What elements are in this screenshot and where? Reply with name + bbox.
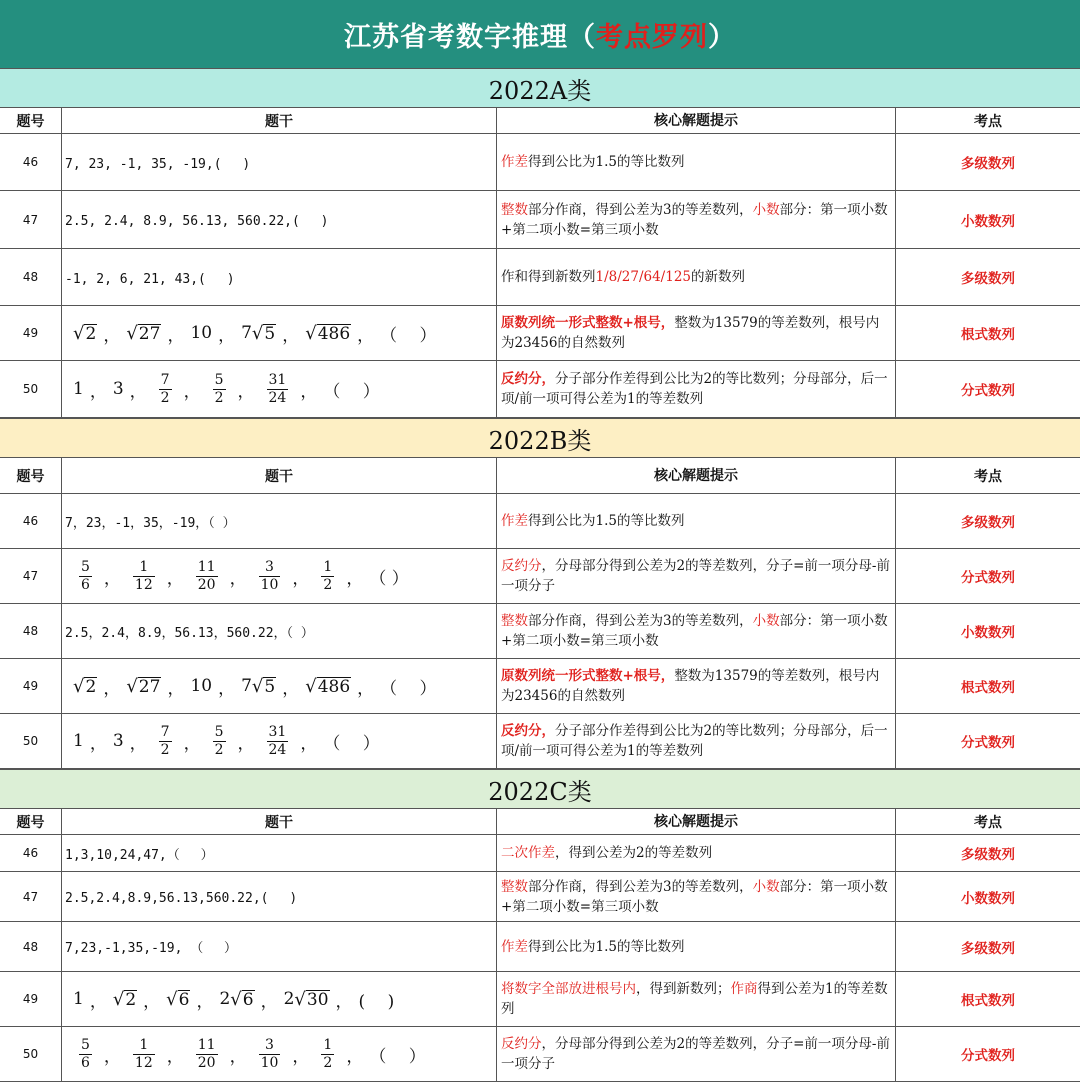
fraction-denominator: 20 <box>197 576 216 593</box>
separator: ， <box>335 991 353 1012</box>
header-stem: 题干 <box>62 809 497 834</box>
fraction-numerator: 31 <box>268 371 287 388</box>
exam-point: 多级数列 <box>961 515 1015 531</box>
radical <box>305 323 351 344</box>
header-hint: 核心解题提示 <box>497 458 896 493</box>
solution-hint <box>497 714 896 768</box>
hint-segment: 部分作商，得到公差为3的等差数列， <box>528 878 753 895</box>
hint-highlight: 小数 <box>752 878 780 895</box>
question-stem: -1, 2, 6, 21, 43,( ) <box>62 249 497 305</box>
table-row <box>0 659 1080 714</box>
hint-highlight: 整数 <box>501 201 528 218</box>
exam-point: 小数数列 <box>961 890 1015 907</box>
fraction <box>267 725 289 758</box>
hint-text <box>501 267 745 287</box>
separator: ， <box>129 381 147 402</box>
exam-point: 分式数列 <box>961 383 1015 399</box>
separator: ， <box>292 568 310 589</box>
separator: ， <box>237 381 255 402</box>
header-hint: 核心解题提示 <box>497 108 896 133</box>
hint-text <box>501 937 684 957</box>
question-stem: 7，23，-1，35，-19，（ ） <box>62 494 497 548</box>
radicand: 30 <box>306 989 329 1010</box>
fraction-denominator: 10 <box>260 1054 279 1071</box>
separator: ， <box>103 678 121 699</box>
solution-hint <box>497 134 896 190</box>
exam-point: 小数数列 <box>961 213 1015 230</box>
fraction-numerator: 1 <box>323 558 333 575</box>
hint-segment: 整数为13579的等差数列，根号内为23456的自然数列 <box>501 315 880 351</box>
stem-math <box>73 987 394 1012</box>
fraction <box>213 373 226 406</box>
hint-text <box>501 611 891 651</box>
radical <box>73 323 97 344</box>
radicand: 6 <box>242 989 254 1010</box>
radical <box>73 676 97 697</box>
sqrt-icon: √ <box>305 322 317 344</box>
hint-highlight: 作商 <box>730 981 758 997</box>
hint-text <box>501 313 891 353</box>
hint-segment: ，分母部分得到公差为2的等差数列，分子=前一项分母-前一项分子 <box>501 558 890 594</box>
math-term: 3 <box>112 379 124 399</box>
fraction-denominator: 2 <box>214 389 224 406</box>
radical-coefficient: 7 <box>241 675 252 696</box>
exam-point: 分式数列 <box>961 735 1015 751</box>
hint-segment: 整数为13579的等差数列，根号内为23456的自然数列 <box>501 668 880 704</box>
separator: ， <box>143 991 161 1012</box>
question-stem <box>62 1027 497 1081</box>
question-stem: 2.5,2.4,8.9,56.13,560.22,( ) <box>62 872 497 921</box>
solution-hint <box>497 922 896 971</box>
header-point: 考点 <box>974 814 1002 831</box>
exam-point: 分式数列 <box>961 1048 1015 1064</box>
question-number: 48 <box>0 922 62 971</box>
question-stem <box>62 714 497 768</box>
question-stem <box>62 659 497 713</box>
fraction-numerator: 5 <box>81 558 90 575</box>
question-number: 50 <box>0 1027 62 1081</box>
table-row <box>0 191 1080 249</box>
section-title: 2022B类 <box>0 418 1080 458</box>
fraction-numerator: 3 <box>265 1036 274 1053</box>
hint-segment: ，得到公差为2的等差数列 <box>555 845 713 861</box>
question-number: 47 <box>0 191 62 248</box>
hint-highlight: 作差 <box>501 938 528 955</box>
hint-highlight: 原数列统一形式整数+根号， <box>501 668 675 684</box>
question-stem: 2.5, 2.4, 8.9, 56.13, 560.22,( ) <box>62 191 497 248</box>
math-term: （ ） <box>323 381 380 402</box>
fraction-denominator: 2 <box>160 741 170 758</box>
question-stem <box>62 549 497 603</box>
table-header <box>0 108 1080 134</box>
fraction-denominator: 6 <box>81 1054 90 1071</box>
table-row <box>0 872 1080 922</box>
radicand: 27 <box>138 676 161 697</box>
table-row <box>0 835 1080 872</box>
header-num: 题号 <box>0 809 62 834</box>
radicand: 486 <box>317 676 351 697</box>
fraction <box>79 1038 92 1071</box>
separator: ， <box>282 678 300 699</box>
fraction-numerator: 5 <box>214 723 224 740</box>
fraction-numerator: 1 <box>139 558 149 575</box>
hint-highlight: 整数 <box>501 878 528 895</box>
stem-math <box>73 725 380 758</box>
radical <box>219 989 254 1010</box>
table-row <box>0 972 1080 1027</box>
table-row <box>0 922 1080 972</box>
radicand: 486 <box>317 323 351 344</box>
hint-segment: 部分作商，得到公差为3的等差数列， <box>528 201 753 218</box>
separator: ， <box>89 991 107 1012</box>
exam-point: 根式数列 <box>961 327 1015 343</box>
hint-text <box>501 721 891 761</box>
solution-hint <box>497 835 896 871</box>
separator: ， <box>292 1046 310 1067</box>
radical-coefficient: 7 <box>241 322 252 343</box>
radical <box>113 989 137 1010</box>
math-term: 1 <box>73 731 84 751</box>
stem-math <box>73 1038 426 1071</box>
question-number: 46 <box>0 835 62 871</box>
separator: ， <box>103 568 121 589</box>
table-row <box>0 549 1080 604</box>
radicand: 5 <box>264 676 276 697</box>
solution-hint <box>497 361 896 417</box>
solution-hint <box>497 604 896 658</box>
title-close: ） <box>708 21 736 53</box>
separator: ， <box>357 325 375 346</box>
table-row <box>0 361 1080 418</box>
table-row <box>0 494 1080 549</box>
separator: ， <box>237 733 255 754</box>
hint-text <box>501 877 891 917</box>
separator: ， <box>89 381 107 402</box>
hint-segment: 部分：第一项小数+第二项小数=第三项小数 <box>501 613 888 649</box>
fraction <box>213 725 226 758</box>
separator: ， <box>196 991 214 1012</box>
hint-text <box>501 152 684 172</box>
separator: ， <box>183 381 201 402</box>
math-term: （ ） <box>380 325 437 346</box>
radical <box>305 676 351 697</box>
table-header <box>0 458 1080 494</box>
separator: ， <box>218 678 236 699</box>
fraction-denominator: 6 <box>81 576 90 593</box>
radicand: 27 <box>138 323 161 344</box>
hint-segment: 作和得到新数列 <box>501 269 596 285</box>
hint-segment: 得到公比为1.5的等比数列 <box>528 154 685 170</box>
hint-segment: ，分母部分得到公差为2的等差数列，分子=前一项分母-前一项分子 <box>501 1036 890 1072</box>
fraction-numerator: 1 <box>323 1036 333 1053</box>
separator: ， <box>167 325 185 346</box>
radical <box>126 323 161 344</box>
solution-hint <box>497 306 896 360</box>
separator: ， <box>166 1046 184 1067</box>
radical <box>284 989 330 1010</box>
separator: ， <box>346 1046 364 1067</box>
question-stem <box>62 361 497 417</box>
hint-text <box>501 1034 891 1074</box>
question-number: 46 <box>0 134 62 190</box>
sqrt-icon: √ <box>126 322 138 344</box>
solution-hint <box>497 972 896 1026</box>
question-number: 47 <box>0 872 62 921</box>
exam-point: 多级数列 <box>961 271 1015 287</box>
table-header <box>0 809 1080 835</box>
fraction-numerator: 11 <box>197 558 216 575</box>
fraction-numerator: 7 <box>160 371 170 388</box>
question-number: 49 <box>0 972 62 1026</box>
radicand: 2 <box>125 989 137 1010</box>
separator: ， <box>103 325 121 346</box>
radical <box>241 676 276 697</box>
fraction <box>267 373 289 406</box>
question-number: 50 <box>0 714 62 768</box>
question-stem: 1,3,10,24,47,（ ） <box>62 835 497 871</box>
hint-highlight: 将数字全部放进根号内 <box>501 981 636 997</box>
fraction <box>259 560 281 593</box>
exam-point: 多级数列 <box>961 156 1015 172</box>
table-row <box>0 1027 1080 1082</box>
math-term: 10 <box>190 323 213 343</box>
fraction-denominator: 12 <box>134 576 153 593</box>
radical-coefficient: 2 <box>219 988 231 1009</box>
fraction-numerator: 7 <box>160 723 170 740</box>
separator: ， <box>260 991 278 1012</box>
radical <box>126 676 161 697</box>
stem-math <box>73 674 437 699</box>
hint-segment: 得到公比为1.5的等比数列 <box>528 938 685 955</box>
sqrt-icon: √ <box>305 675 317 697</box>
hint-highlight: 小数 <box>752 201 780 218</box>
exam-point: 根式数列 <box>961 993 1015 1009</box>
separator: ， <box>166 568 184 589</box>
separator: ， <box>346 568 364 589</box>
header-num: 题号 <box>0 458 62 493</box>
fraction <box>259 1038 281 1071</box>
fraction-numerator: 1 <box>139 1036 149 1053</box>
hint-segment: ，得到新数列； <box>636 981 731 997</box>
fraction <box>159 725 172 758</box>
title-main: 江苏省考数字推理（ <box>344 21 596 53</box>
hint-text <box>501 666 891 706</box>
hint-highlight: 小数 <box>752 613 780 629</box>
fraction-denominator: 24 <box>268 389 287 406</box>
fraction-denominator: 20 <box>197 1054 216 1071</box>
fraction-numerator: 31 <box>268 723 287 740</box>
question-number: 48 <box>0 604 62 658</box>
table-row <box>0 306 1080 361</box>
fraction <box>159 373 172 406</box>
question-stem: 2.5，2.4，8.9，56.13，560.22，（ ） <box>62 604 497 658</box>
hint-highlight: 反约分， <box>501 371 555 387</box>
exam-point: 小数数列 <box>961 625 1015 641</box>
math-term: 1 <box>73 379 84 399</box>
fraction-denominator: 2 <box>323 1054 333 1071</box>
header-stem: 题干 <box>62 458 497 493</box>
sqrt-icon: √ <box>73 322 85 344</box>
sqrt-icon: √ <box>251 322 264 344</box>
hint-segment: 部分：第一项小数+第二项小数=第三项小数 <box>501 878 888 915</box>
fraction-numerator: 5 <box>214 371 224 388</box>
header-num: 题号 <box>0 108 62 133</box>
question-number: 48 <box>0 249 62 305</box>
question-number: 46 <box>0 494 62 548</box>
exam-point: 多级数列 <box>961 847 1015 863</box>
separator: ， <box>129 733 147 754</box>
radicand: 2 <box>85 323 97 344</box>
sqrt-icon: √ <box>230 988 242 1010</box>
fraction <box>196 560 218 593</box>
question-number: 50 <box>0 361 62 417</box>
radicand: 5 <box>264 323 276 344</box>
separator: ， <box>300 733 318 754</box>
table-row <box>0 134 1080 191</box>
radical-coefficient: 2 <box>283 988 295 1009</box>
hint-highlight: 作差 <box>501 513 528 529</box>
fraction-numerator: 5 <box>81 1036 90 1053</box>
sqrt-icon: √ <box>112 988 125 1010</box>
hint-text <box>501 979 891 1019</box>
hint-segment: 分子部分作差得到公比为2的等比数列；分母部分，后一项/前一项可得公差为1的等差数列 <box>501 723 888 759</box>
separator: ， <box>229 568 247 589</box>
sqrt-icon: √ <box>73 675 85 697</box>
hint-text <box>501 200 891 240</box>
question-stem: 7, 23, -1, 35, -19,( ) <box>62 134 497 190</box>
hint-highlight: 反约分 <box>501 1036 542 1052</box>
fraction <box>133 1038 155 1071</box>
hint-highlight: 整数 <box>501 613 528 629</box>
solution-hint <box>497 549 896 603</box>
exam-point: 根式数列 <box>961 680 1015 696</box>
sqrt-icon: √ <box>251 675 264 697</box>
hint-highlight: 二次作差 <box>501 845 555 861</box>
fraction-numerator: 3 <box>265 558 274 575</box>
question-stem <box>62 306 497 360</box>
solution-hint <box>497 659 896 713</box>
radical <box>166 989 190 1010</box>
exam-point: 分式数列 <box>961 570 1015 586</box>
separator: ， <box>103 1046 121 1067</box>
fraction <box>133 560 155 593</box>
hint-segment: 分子部分作差得到公比为2的等比数列；分母部分，后一项/前一项可得公差为1的等差数列 <box>501 371 888 407</box>
fraction-numerator: 11 <box>197 1036 216 1053</box>
title-highlight: 考点罗列 <box>596 21 708 53</box>
separator: ， <box>229 1046 247 1067</box>
question-number: 49 <box>0 306 62 360</box>
solution-hint <box>497 249 896 305</box>
stem-math <box>73 560 409 593</box>
math-term: 3 <box>112 731 124 751</box>
sqrt-icon: √ <box>126 675 138 697</box>
solution-hint <box>497 191 896 248</box>
stem-math <box>73 373 380 406</box>
fraction-denominator: 24 <box>268 741 287 758</box>
math-term: （ ） <box>369 568 409 589</box>
separator: ， <box>89 733 107 754</box>
header-point: 考点 <box>974 468 1002 485</box>
fraction <box>196 1038 218 1071</box>
radicand: 6 <box>178 989 190 1010</box>
math-term: ( ) <box>358 991 395 1012</box>
separator: ， <box>357 678 375 699</box>
hint-text <box>501 843 712 863</box>
hint-segment: 部分作商，得到公差为3的等差数列， <box>528 613 753 629</box>
fraction-denominator: 2 <box>160 389 170 406</box>
header-point: 考点 <box>974 113 1002 130</box>
math-term: （ ） <box>369 1046 426 1067</box>
question-stem: 7,23,-1,35,-19, （ ） <box>62 922 497 971</box>
header-stem: 题干 <box>62 108 497 133</box>
hint-highlight: 原数列统一形式整数+根号， <box>501 315 675 331</box>
radicand: 2 <box>85 676 97 697</box>
solution-hint <box>497 494 896 548</box>
separator: ， <box>218 325 236 346</box>
fraction <box>321 560 334 593</box>
hint-text <box>501 511 684 531</box>
section-title: 2022A类 <box>0 68 1080 108</box>
table-row <box>0 249 1080 306</box>
sqrt-icon: √ <box>166 988 178 1010</box>
hint-highlight: 反约分， <box>501 723 555 739</box>
hint-segment: 部分：第一项小数+第二项小数=第三项小数 <box>501 201 888 238</box>
hint-highlight: 1/8/27/64/125 <box>595 269 691 285</box>
fraction-denominator: 2 <box>323 576 333 593</box>
fraction-denominator: 10 <box>260 576 279 593</box>
math-term: 10 <box>190 676 213 696</box>
stem-math <box>73 321 437 346</box>
page-title <box>0 0 1080 68</box>
hint-text <box>501 369 891 409</box>
separator: ， <box>183 733 201 754</box>
exam-point: 多级数列 <box>961 940 1015 957</box>
sqrt-icon: √ <box>294 988 306 1010</box>
hint-highlight: 反约分 <box>501 558 542 574</box>
math-term: （ ） <box>380 678 437 699</box>
separator: ， <box>167 678 185 699</box>
question-number: 49 <box>0 659 62 713</box>
separator: ， <box>282 325 300 346</box>
math-term: （ ） <box>323 733 380 754</box>
header-hint: 核心解题提示 <box>497 809 896 834</box>
fraction-denominator: 2 <box>214 741 224 758</box>
math-term: 1 <box>73 989 84 1009</box>
fraction <box>79 560 92 593</box>
solution-hint <box>497 872 896 921</box>
hint-highlight: 作差 <box>501 154 528 170</box>
fraction-denominator: 12 <box>134 1054 153 1071</box>
separator: ， <box>300 381 318 402</box>
hint-text <box>501 556 891 596</box>
radical <box>241 323 276 344</box>
hint-segment: 得到公比为1.5的等比数列 <box>528 513 685 529</box>
solution-hint <box>497 1027 896 1081</box>
section-title: 2022C类 <box>0 769 1080 809</box>
table-row <box>0 714 1080 769</box>
hint-segment: 的新数列 <box>691 269 745 285</box>
hint-segment: 得到公差为1的等差数列 <box>501 981 888 1017</box>
table-row <box>0 604 1080 659</box>
fraction <box>321 1038 334 1071</box>
question-stem <box>62 972 497 1026</box>
question-number: 47 <box>0 549 62 603</box>
